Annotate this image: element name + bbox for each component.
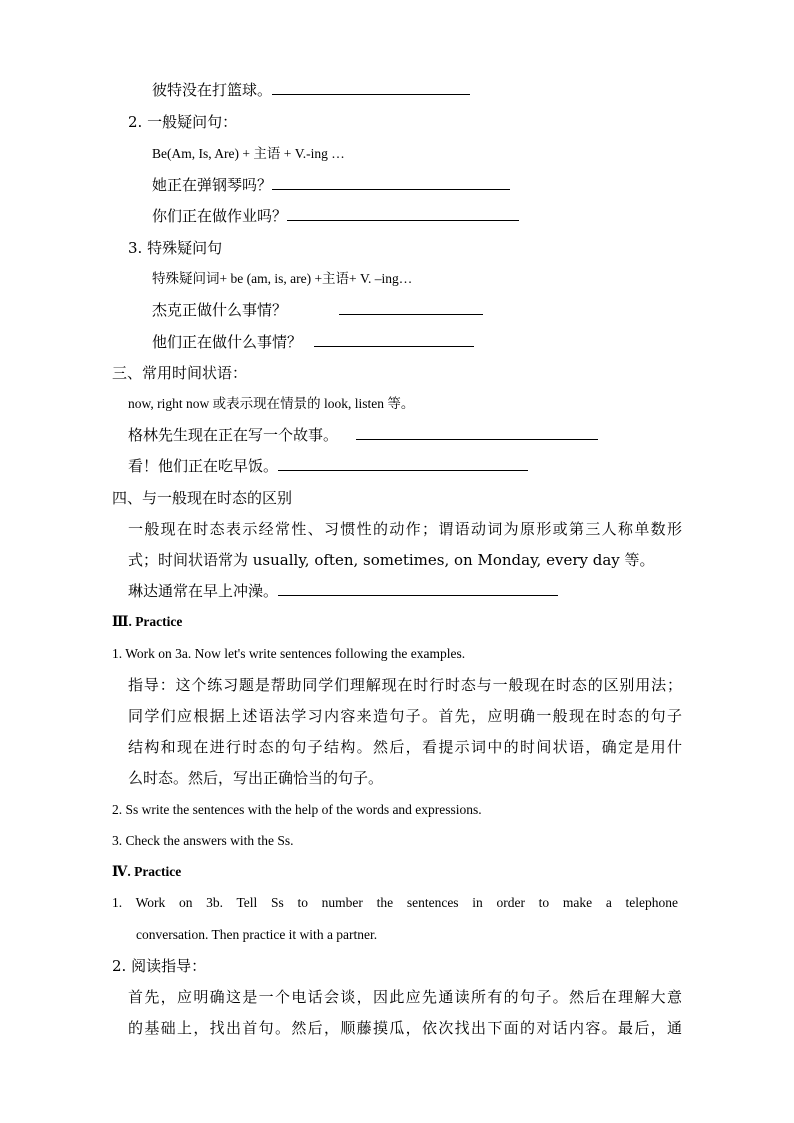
answer-blank[interactable] <box>356 425 598 440</box>
section-heading: 3. 特殊疑问句 <box>128 239 223 257</box>
step-line: 1. Work on 3a. Now let's write sentences following the examples. <box>112 646 466 661</box>
exercise-line <box>152 206 519 226</box>
answer-blank[interactable] <box>278 456 528 471</box>
answer-blank[interactable] <box>278 581 558 596</box>
step-line: 2. Ss write the sentences with the help of the words and expressions. <box>112 802 482 817</box>
line-text: 式；时间状语常为 usually, often, sometimes, on Monday, every day 等。 <box>128 551 655 569</box>
step-line: conversation. Then practice it with a partner. <box>136 927 378 942</box>
line-text: 他们正在做什么事情？ <box>152 333 303 351</box>
exercise-line <box>152 175 510 195</box>
exercise-line <box>128 425 598 445</box>
guide-line: 同学们应根据上述语法学习内容来造句子。首先，应明确一般现在时态的句子 <box>128 707 682 725</box>
line-text: 彼特没在打篮球。 <box>152 81 273 99</box>
line-text: 格林先生现在正在写一个故事。 <box>128 426 339 444</box>
line-text: 你们正在做作业吗？ <box>152 207 288 225</box>
part-heading: Ⅲ. Practice <box>112 614 183 629</box>
step-line: 3. Check the answers with the Ss. <box>112 833 294 848</box>
exercise-line <box>152 300 483 320</box>
part-heading: Ⅳ. Practice <box>112 864 182 879</box>
answer-blank[interactable] <box>272 80 470 95</box>
line-text: 看！他们正在吃早饭。 <box>128 457 279 475</box>
body-line: 一般现在时态表示经常性、习惯性的动作；谓语动词为原形或第三人称单数形 <box>128 520 682 538</box>
section-heading: 四、与一般现在时态的区别 <box>112 489 293 507</box>
guide-line: 的基础上，找出首句。然后，顺藤摸瓜，依次找出下面的对话内容。最后，通 <box>128 1019 682 1037</box>
line-text: 琳达通常在早上冲澡。 <box>128 582 279 600</box>
step-line: 1. Work on 3b. Tell Ss to number the sentences in order to make a telephone <box>112 895 678 910</box>
guide-line: 指导：这个练习题是帮助同学们理解现在时行时态与一般现在时态的区别用法； <box>128 676 682 694</box>
exercise-line <box>128 456 528 476</box>
step-line: 2. 阅读指导： <box>112 957 207 975</box>
exercise-line <box>128 581 558 601</box>
answer-blank[interactable] <box>272 175 510 190</box>
body-line: now, right now 或表示现在情景的 look, listen 等。 <box>128 396 415 411</box>
line-text: 她正在弹钢琴吗？ <box>152 176 273 194</box>
formula-line: Be(Am, Is, Are) + 主语 + V.-ing … <box>152 146 345 161</box>
body-line <box>128 550 655 570</box>
answer-blank[interactable] <box>314 332 474 347</box>
exercise-line <box>152 80 470 100</box>
guide-line: 首先，应明确这是一个电话会谈，因此应先通读所有的句子。然后在理解大意 <box>128 988 682 1006</box>
guide-line: 么时态。然后，写出正确恰当的句子。 <box>128 769 384 787</box>
formula-line: 特殊疑问词+ be (am, is, are) +主语+ V. –ing… <box>152 271 413 286</box>
line-text: 杰克正做什么事情？ <box>152 301 288 319</box>
answer-blank[interactable] <box>339 300 483 315</box>
guide-line: 结构和现在进行时态的句子结构。然后，看提示词中的时间状语，确定是用什 <box>128 738 682 756</box>
section-heading: 三、常用时间状语： <box>112 364 248 382</box>
answer-blank[interactable] <box>287 206 519 221</box>
exercise-line <box>152 332 474 352</box>
section-heading: 2. 一般疑问句： <box>128 113 238 131</box>
